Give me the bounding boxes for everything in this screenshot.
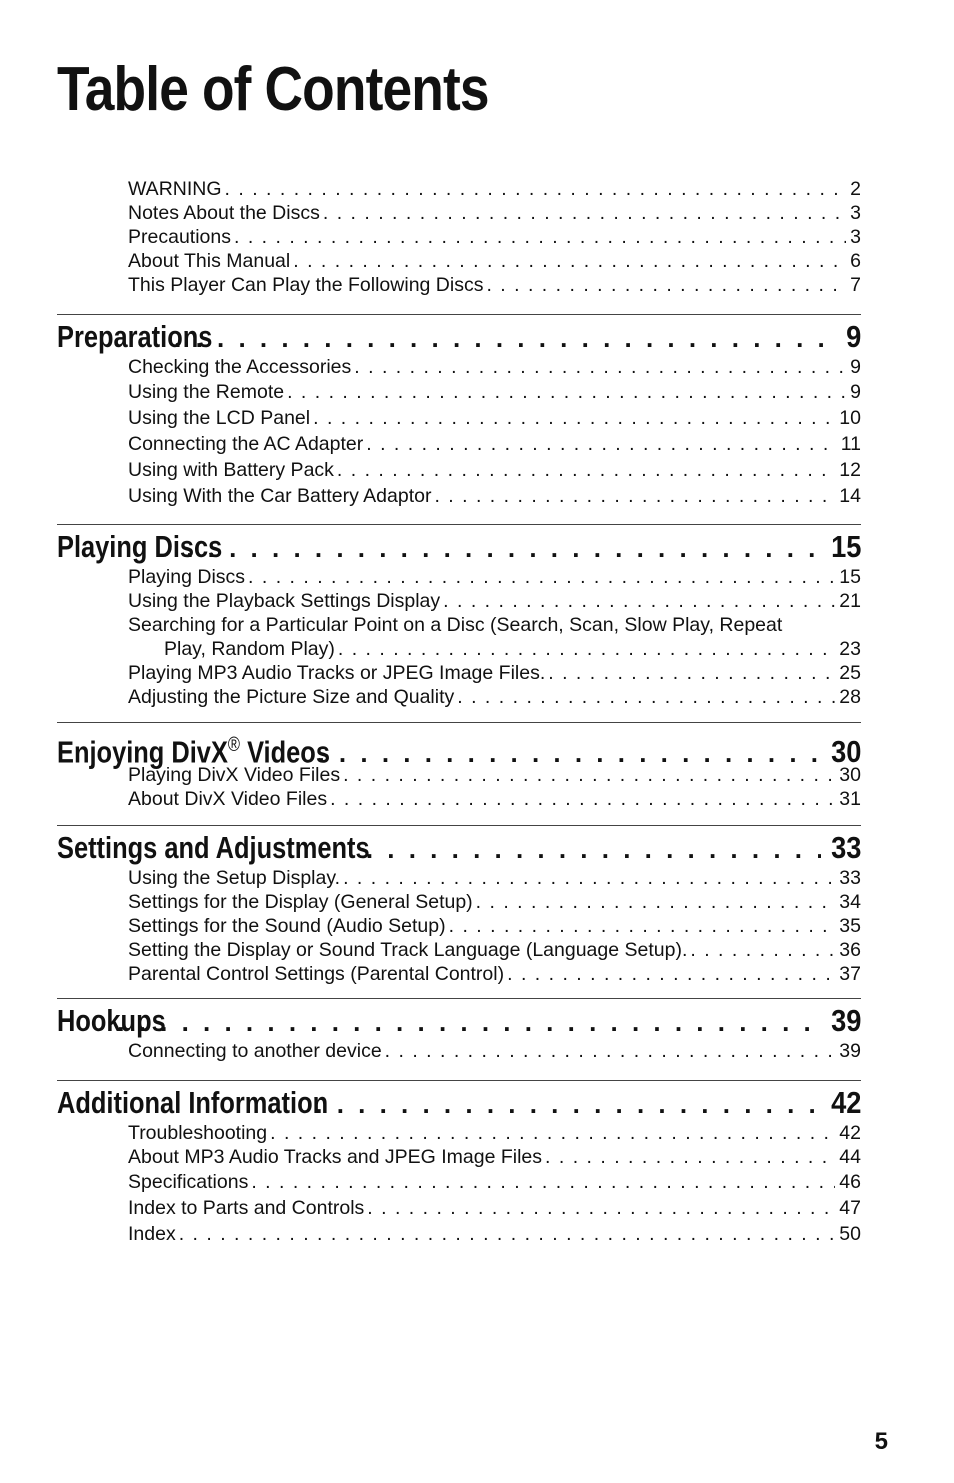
section-heading[interactable] <box>57 1003 861 1039</box>
section-entries <box>128 565 861 709</box>
page-number: 5 <box>874 1428 888 1455</box>
entry-page: 10 <box>839 407 861 429</box>
section-title-main: Enjoying DivX <box>57 734 228 770</box>
section-additional-information <box>57 1080 861 1247</box>
toc-entry[interactable] <box>128 1169 861 1195</box>
leader-dots <box>166 320 838 356</box>
entry-label: Playing Discs <box>128 566 246 588</box>
leader-dots <box>287 379 846 405</box>
entry-page: 46 <box>839 1171 861 1193</box>
section-divider <box>57 1080 861 1081</box>
section-title: Settings and Adjustments <box>57 830 370 865</box>
entry-page: 14 <box>839 485 861 507</box>
entry-page: 44 <box>839 1146 861 1168</box>
leader-dots <box>545 1145 835 1169</box>
entry-page: 39 <box>839 1040 861 1062</box>
entry-label: Connecting the AC Adapter <box>128 433 364 455</box>
leader-dots <box>385 1039 836 1063</box>
section-playing-discs <box>57 524 861 709</box>
entry-label: Precautions <box>128 226 231 248</box>
entry-label: Setting the Display or Sound Track Language (Language Setup). <box>128 939 688 961</box>
entry-label: Parental Control Settings (Parental Control) <box>128 963 505 985</box>
section-heading[interactable] <box>57 727 861 770</box>
entry-page: 34 <box>839 891 861 913</box>
toc-entry[interactable] <box>128 1145 861 1169</box>
entry-label: Index to Parts and Controls <box>128 1197 365 1219</box>
section-entries <box>128 866 861 986</box>
section-heading[interactable] <box>57 1085 861 1121</box>
section-divider <box>57 314 861 315</box>
entry-label: Using the Setup Display. <box>128 867 341 889</box>
entry-label: Playing MP3 Audio Tracks or JPEG Image Files. <box>128 662 546 684</box>
leader-dots <box>330 787 835 811</box>
leader-dots <box>449 914 836 938</box>
leader-dots <box>507 962 835 986</box>
leader-dots <box>443 589 835 613</box>
toc-entry[interactable] <box>128 405 861 431</box>
section-entries <box>128 1039 861 1063</box>
section-title: Additional Information <box>57 1085 329 1120</box>
intro-entries <box>128 177 861 297</box>
entry-label: Searching for a Particular Point on a Disc (Search, Scan, Slow Play, Repeat <box>128 614 783 636</box>
leader-dots <box>690 938 835 962</box>
leader-dots <box>234 225 846 249</box>
entry-label: Using the LCD Panel <box>128 407 311 429</box>
section-title-suffix: Videos <box>240 734 330 770</box>
leader-dots <box>225 177 847 201</box>
entry-page: 6 <box>850 250 861 272</box>
toc-entry[interactable] <box>128 249 861 273</box>
entry-page: 42 <box>839 1122 861 1144</box>
leader-dots <box>367 1195 835 1221</box>
leader-dots <box>476 890 836 914</box>
toc-entry[interactable] <box>128 787 861 811</box>
leader-dots <box>486 273 846 297</box>
toc-entry[interactable] <box>128 661 861 685</box>
toc-entry[interactable] <box>128 890 861 914</box>
entry-page: 33 <box>839 867 861 889</box>
entry-label: Using the Playback Settings Display <box>128 590 441 612</box>
toc-entry[interactable] <box>128 938 861 962</box>
toc-entry[interactable] <box>128 355 861 379</box>
entry-page: 12 <box>839 459 861 481</box>
page-title: Table of Contents <box>57 55 489 124</box>
leader-dots <box>251 1169 835 1195</box>
entry-label: Settings for the Sound (Audio Setup) <box>128 915 446 937</box>
entry-page: 3 <box>850 226 861 248</box>
section-entries <box>128 1121 861 1247</box>
section-settings-adjustments <box>57 825 861 986</box>
toc-entry[interactable] <box>128 866 861 890</box>
leader-dots <box>434 483 835 509</box>
entry-page: 2 <box>850 178 861 200</box>
section-title: Preparations <box>57 319 213 354</box>
entry-label: This Player Can Play the Following Discs <box>128 274 484 296</box>
entry-page: 47 <box>839 1197 861 1219</box>
leader-dots <box>366 431 837 457</box>
entry-label: Playing DivX Video Files <box>128 764 341 786</box>
section-heading[interactable] <box>57 529 861 565</box>
section-title: Playing Discs <box>57 529 223 564</box>
entry-label: Settings for the Display (General Setup) <box>128 891 473 913</box>
toc-entry[interactable] <box>128 1039 861 1063</box>
entry-label: Checking the Accessories <box>128 356 352 378</box>
toc-entry[interactable] <box>128 431 861 457</box>
entry-label: About MP3 Audio Tracks and JPEG Image Files <box>128 1146 543 1168</box>
leader-dots <box>179 1221 836 1247</box>
entry-label: About DivX Video Files <box>128 788 328 810</box>
toc-entry[interactable] <box>128 225 861 249</box>
toc-entry[interactable] <box>128 201 861 225</box>
entry-label-continued: Play, Random Play) <box>164 638 335 660</box>
entry-page: 36 <box>839 939 861 961</box>
entry-label: Adjusting the Picture Size and Quality <box>128 686 455 708</box>
leader-dots <box>338 637 835 661</box>
entry-page: 3 <box>850 202 861 224</box>
leader-dots <box>343 763 835 787</box>
toc-entry[interactable] <box>128 457 861 483</box>
section-heading[interactable] <box>57 830 861 866</box>
leader-dots <box>323 201 846 225</box>
leader-dots <box>337 457 835 483</box>
toc-entry[interactable] <box>128 1121 861 1145</box>
toc-entry[interactable] <box>128 177 861 201</box>
entry-label: Using with Battery Pack <box>128 459 334 481</box>
entry-page: 23 <box>839 638 861 660</box>
section-divider <box>57 524 861 525</box>
entry-label: Connecting to another device <box>128 1040 382 1062</box>
entry-page: 28 <box>839 686 861 708</box>
entry-page: 15 <box>839 566 861 588</box>
section-title: Hookups <box>57 1003 166 1038</box>
leader-dots <box>313 405 835 431</box>
entry-page: 31 <box>839 788 861 810</box>
section-page: 42 <box>830 1085 861 1120</box>
leader-dots <box>178 530 820 566</box>
section-divider <box>57 998 861 999</box>
section-entries <box>128 355 861 509</box>
entry-label: Specifications <box>128 1171 249 1193</box>
leader-dots <box>270 1121 835 1145</box>
section-page: 9 <box>845 319 861 354</box>
entry-page: 11 <box>840 433 861 455</box>
section-entries <box>128 763 861 811</box>
entry-continuation <box>128 637 861 661</box>
section-heading[interactable] <box>57 319 861 355</box>
toc-entry[interactable] <box>128 483 861 509</box>
leader-dots <box>354 355 846 379</box>
entry-page: 9 <box>850 381 861 403</box>
entry-label: Troubleshooting <box>128 1122 268 1144</box>
entry-label: Using the Remote <box>128 381 285 403</box>
toc-entry[interactable] <box>128 914 861 938</box>
toc-entry[interactable] <box>128 565 861 589</box>
entry-page: 7 <box>850 274 861 296</box>
entry-label: Notes About the Discs <box>128 202 320 224</box>
leader-dots <box>343 866 835 890</box>
toc-entry[interactable] <box>128 685 861 709</box>
toc-entry[interactable] <box>128 1221 861 1247</box>
leader-dots <box>548 661 835 685</box>
section-preparations <box>57 314 861 509</box>
toc-entry[interactable] <box>128 613 861 661</box>
section-page: 39 <box>830 1003 861 1038</box>
toc-entry[interactable] <box>128 379 861 405</box>
section-enjoying-divx <box>57 722 861 811</box>
registered-mark: ® <box>227 734 241 756</box>
section-page: 30 <box>830 734 861 770</box>
entry-page: 50 <box>839 1223 861 1245</box>
entry-page: 25 <box>839 662 861 684</box>
entry-page: 30 <box>839 764 861 786</box>
entry-page: 37 <box>839 963 861 985</box>
toc-entry[interactable] <box>128 273 861 297</box>
entry-page: 9 <box>850 356 861 378</box>
section-page: 15 <box>830 529 861 564</box>
leader-dots <box>457 685 835 709</box>
leader-dots <box>248 565 835 589</box>
toc-entry[interactable] <box>128 589 861 613</box>
entry-label: Index <box>128 1223 176 1245</box>
section-hookups <box>57 998 861 1063</box>
toc-entry[interactable] <box>128 962 861 986</box>
entry-page: 21 <box>839 590 861 612</box>
entry-label: About This Manual <box>128 250 291 272</box>
leader-dots <box>109 1004 820 1040</box>
leader-dots <box>307 1086 820 1122</box>
entry-page: 35 <box>839 915 861 937</box>
entry-label: WARNING <box>128 178 222 200</box>
section-page: 33 <box>830 830 861 865</box>
entry-label: Using With the Car Battery Adaptor <box>128 485 432 507</box>
leader-dots <box>293 249 846 273</box>
toc-entry[interactable] <box>128 763 861 787</box>
section-divider <box>57 722 861 723</box>
leader-dots <box>358 831 821 867</box>
toc-entry[interactable] <box>128 1195 861 1221</box>
section-divider <box>57 825 861 826</box>
